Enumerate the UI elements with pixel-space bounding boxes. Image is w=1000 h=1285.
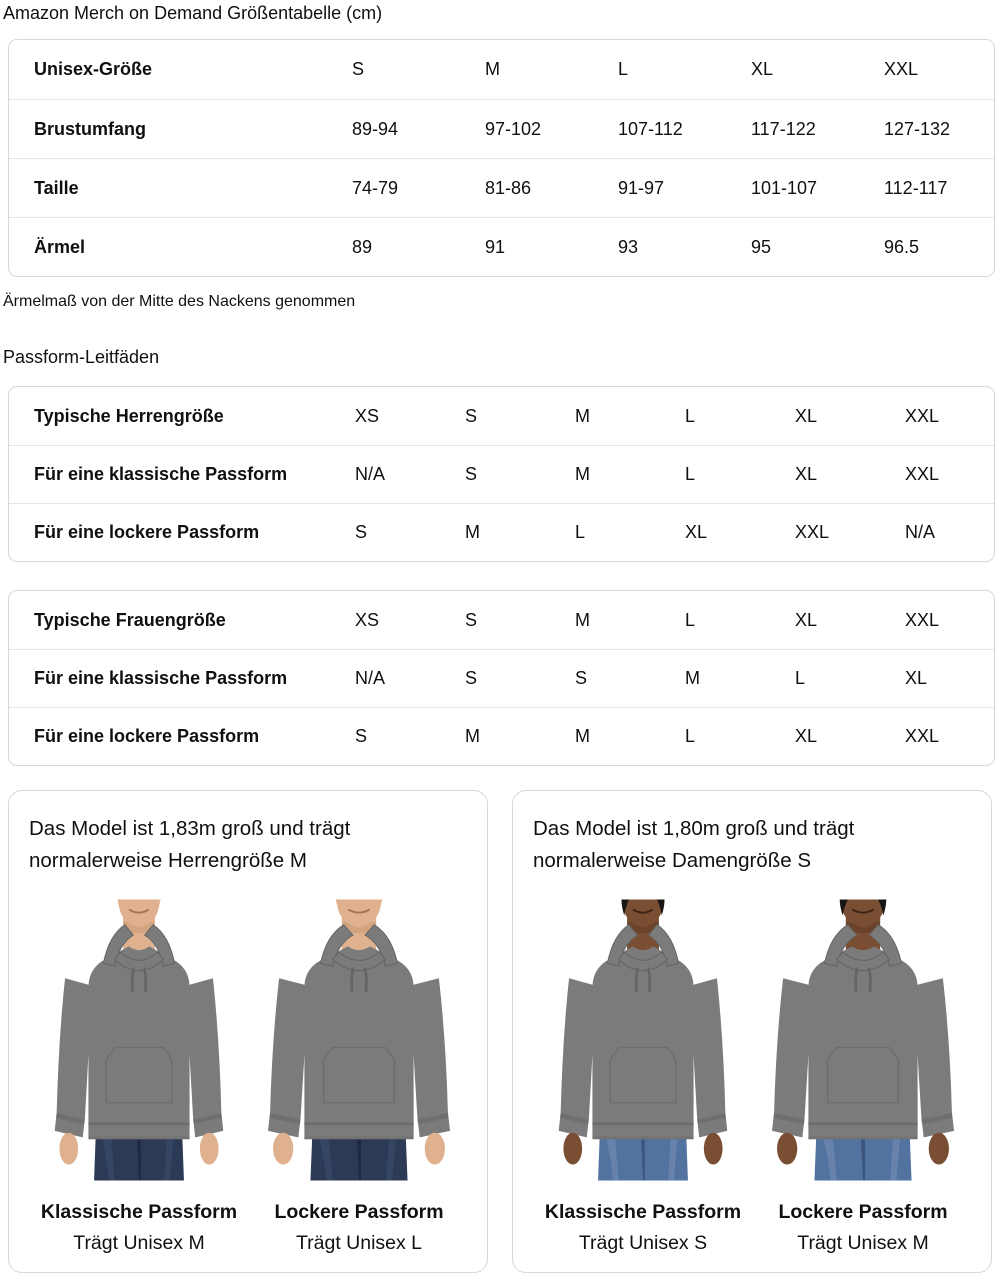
fit-guides-heading: Passform-Leitfäden — [3, 347, 160, 367]
size-label: Trägt Unisex M — [73, 1232, 205, 1254]
value-cell: L — [795, 668, 806, 688]
value-cell: 81-86 — [485, 177, 532, 198]
value-cell: 96.5 — [884, 236, 920, 257]
figures-row — [29, 891, 469, 1256]
model-description: Das Model ist 1,83m groß und trägt normalerweise Herrengröße M — [29, 817, 351, 872]
value-cell: XXL — [905, 609, 940, 630]
row-label: Für eine klassische Passform — [34, 464, 288, 484]
women-fit-guide-table — [8, 590, 995, 766]
value-cell: 95 — [751, 236, 772, 257]
figure-classic-fit-women — [533, 891, 753, 1256]
figure-loose-fit-men — [249, 891, 469, 1256]
table-header-row — [9, 40, 994, 99]
table-row-classic-fit — [9, 649, 994, 707]
row-label: Typische Frauengröße — [34, 609, 226, 630]
value-cell: S — [465, 464, 478, 484]
model-photo-loose-fit-men — [248, 891, 470, 1189]
value-cell: S — [465, 609, 478, 630]
value-cell: M — [575, 464, 590, 484]
figure-caption — [41, 1189, 237, 1256]
value-cell: XS — [355, 405, 380, 426]
size-label: Trägt Unisex L — [295, 1232, 423, 1254]
value-cell: XXL — [905, 405, 940, 426]
table-row-chest — [9, 99, 994, 158]
value-cell: 89-94 — [352, 118, 399, 139]
value-cell: XL — [905, 668, 928, 688]
value-cell: 91 — [485, 236, 506, 257]
value-cell: XXL — [905, 726, 940, 746]
value-cell: XL — [795, 726, 818, 746]
figure-classic-fit-men — [29, 891, 249, 1256]
fit-label: Lockere Passform — [778, 1201, 948, 1223]
value-cell: N/A — [355, 668, 386, 688]
value-cell: M — [575, 726, 590, 746]
value-cell: 101-107 — [751, 177, 818, 198]
size-cell: XXL — [884, 59, 919, 79]
row-label: Brustumfang — [34, 118, 146, 139]
model-photo-classic-fit-women — [540, 891, 746, 1189]
value-cell: 74-79 — [352, 177, 399, 198]
value-cell: M — [685, 668, 700, 688]
value-cell: S — [465, 405, 478, 426]
value-cell: 91-97 — [618, 177, 665, 198]
row-label: Typische Herrengröße — [34, 405, 224, 426]
fit-label: Klassische Passform — [40, 1201, 238, 1223]
value-cell: S — [355, 522, 368, 542]
value-cell: 97-102 — [485, 118, 542, 139]
value-cell: XL — [795, 405, 818, 426]
men-fit-guide-table — [8, 386, 995, 562]
model-photo-loose-fit-women — [752, 891, 974, 1189]
value-cell: 93 — [618, 236, 639, 257]
size-label: Trägt Unisex S — [578, 1232, 708, 1254]
fit-label: Klassische Passform — [544, 1201, 742, 1223]
row-label: Unisex-Größe — [34, 59, 153, 79]
model-photo-classic-fit-men — [36, 891, 242, 1189]
value-cell: XL — [685, 522, 708, 542]
figure-caption — [778, 1189, 947, 1256]
fit-label: Lockere Passform — [274, 1201, 444, 1223]
value-cell: M — [465, 522, 480, 542]
figure-caption — [274, 1189, 443, 1256]
value-cell: S — [465, 668, 478, 688]
model-cards — [8, 790, 992, 1273]
value-cell: 117-122 — [751, 118, 816, 139]
table-row-typical-women-size — [9, 591, 994, 649]
value-cell: N/A — [905, 522, 936, 542]
value-cell: XXL — [795, 522, 830, 542]
women-model-card — [512, 790, 992, 1273]
value-cell: L — [685, 464, 696, 484]
value-cell: S — [355, 726, 368, 746]
unisex-size-table — [8, 39, 995, 277]
figures-row — [533, 891, 973, 1256]
size-cell: L — [618, 59, 629, 79]
value-cell: M — [575, 405, 590, 426]
value-cell: L — [575, 522, 586, 542]
value-cell: 107-112 — [618, 118, 683, 139]
table-row-loose-fit — [9, 503, 994, 561]
size-cell: XL — [751, 59, 774, 79]
row-label: Ärmel — [34, 236, 86, 257]
value-cell: L — [685, 405, 696, 426]
value-cell: 127-132 — [884, 118, 951, 139]
size-cell: M — [485, 59, 500, 79]
men-model-card — [8, 790, 488, 1273]
size-label: Trägt Unisex M — [797, 1232, 929, 1254]
sleeve-measure-note: Ärmelmaß von der Mitte des Nackens genommen — [3, 293, 356, 310]
value-cell: L — [685, 726, 696, 746]
table-row-loose-fit — [9, 707, 994, 765]
figure-loose-fit-women — [753, 891, 973, 1256]
table-row-waist — [9, 158, 994, 217]
value-cell: XXL — [905, 464, 940, 484]
size-cell: S — [352, 59, 365, 79]
value-cell: XL — [795, 464, 818, 484]
figure-caption — [545, 1189, 741, 1256]
row-label: Für eine klassische Passform — [34, 668, 288, 688]
page-title: Amazon Merch on Demand Größentabelle (cm) — [3, 3, 383, 23]
model-description: Das Model ist 1,80m groß und trägt normalerweise Damengröße S — [533, 817, 855, 872]
row-label: Taille — [34, 177, 79, 198]
value-cell: M — [465, 726, 480, 746]
value-cell: 89 — [352, 236, 373, 257]
table-row-typical-men-size — [9, 387, 994, 445]
value-cell: N/A — [355, 464, 386, 484]
value-cell: S — [575, 668, 588, 688]
table-row-classic-fit — [9, 445, 994, 503]
value-cell: XS — [355, 609, 380, 630]
value-cell: M — [575, 609, 590, 630]
value-cell: 112-117 — [884, 177, 948, 198]
table-row-sleeve — [9, 217, 994, 276]
row-label: Für eine lockere Passform — [34, 522, 260, 542]
row-label: Für eine lockere Passform — [34, 726, 260, 746]
value-cell: XL — [795, 609, 818, 630]
value-cell: L — [685, 609, 696, 630]
